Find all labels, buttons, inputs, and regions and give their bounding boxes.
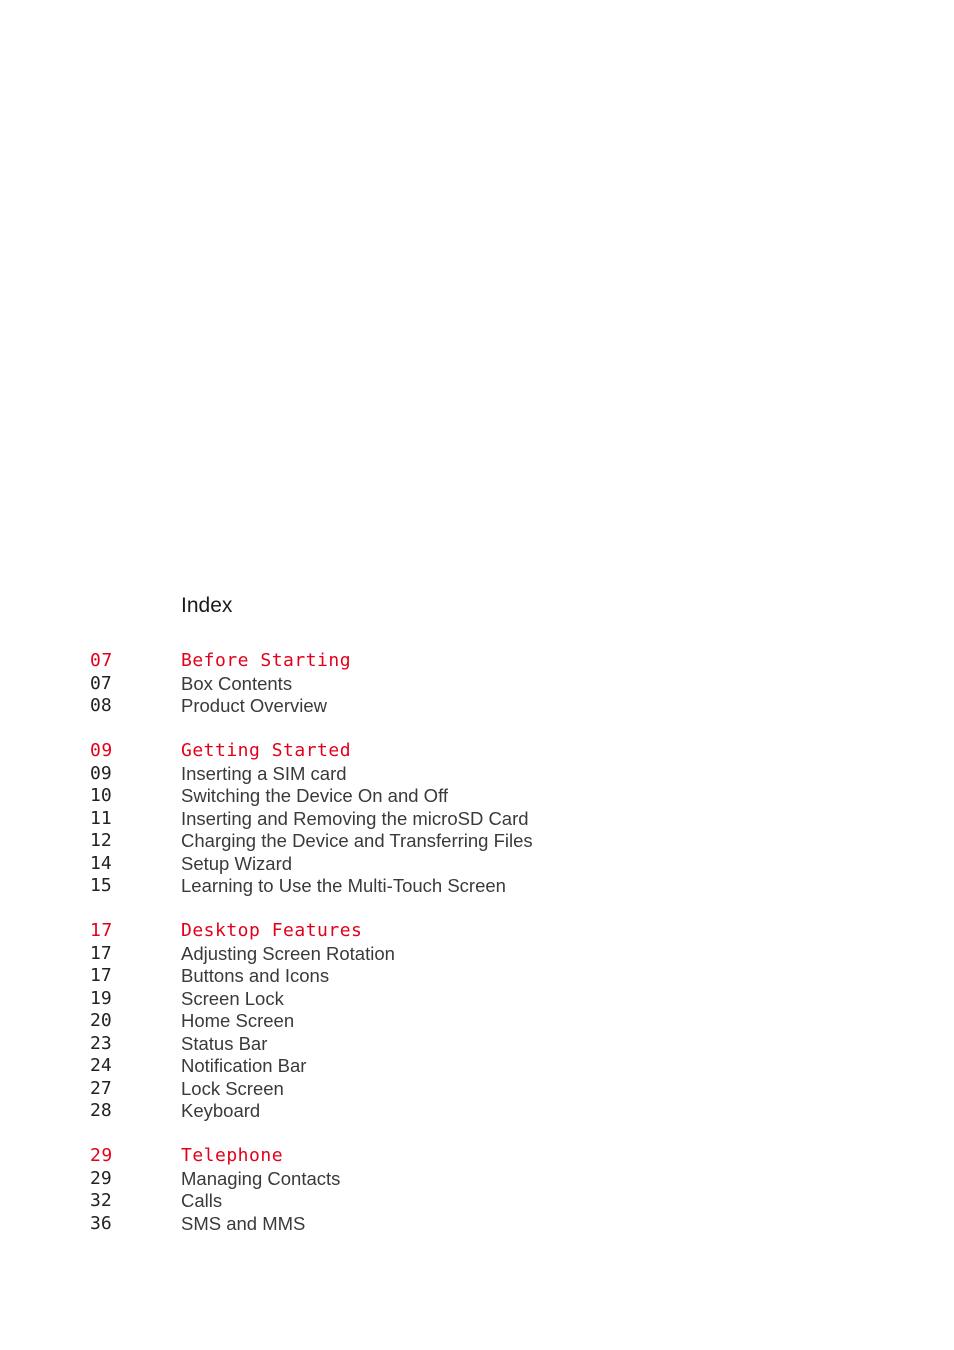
entry-label: Box Contents <box>181 672 293 694</box>
entry-label: Charging the Device and Transferring Files <box>181 830 533 851</box>
section-page-number: 29 <box>90 1145 113 1166</box>
entry-label: Calls <box>181 1190 223 1211</box>
entry-page-number: 15 <box>90 875 112 896</box>
entry-page-number: 32 <box>90 1190 112 1211</box>
toc-section-before-starting <box>90 650 790 718</box>
toc-entry[interactable] <box>90 763 790 786</box>
toc-entry[interactable] <box>90 695 790 718</box>
toc-entry[interactable] <box>90 830 790 853</box>
toc-entry[interactable] <box>90 1190 790 1213</box>
section-heading-label: Before Starting <box>181 650 352 671</box>
entry-label: SMS and MMS <box>181 1212 306 1234</box>
section-heading-label: Desktop Features <box>181 920 363 941</box>
entry-page-number: 17 <box>90 965 112 986</box>
entry-label: Learning to Use the Multi-Touch Screen <box>181 875 506 896</box>
entry-page-number: 20 <box>90 1010 112 1031</box>
entry-label: Notification Bar <box>181 1055 307 1076</box>
entry-label: Status Bar <box>181 1032 268 1054</box>
entry-page-number: 11 <box>90 807 112 829</box>
toc-entry[interactable] <box>90 808 790 831</box>
entry-page-number: 14 <box>90 852 112 874</box>
toc-entry[interactable] <box>90 1010 790 1033</box>
entry-label: Inserting a SIM card <box>181 762 347 784</box>
entry-page-number: 19 <box>90 987 112 1009</box>
entry-label: Product Overview <box>181 695 327 716</box>
entry-page-number: 08 <box>90 695 112 716</box>
entry-label: Adjusting Screen Rotation <box>181 942 395 964</box>
toc-entry[interactable] <box>90 785 790 808</box>
toc-entry[interactable] <box>90 965 790 988</box>
entry-label: Screen Lock <box>181 987 284 1009</box>
entry-page-number: 09 <box>90 762 112 784</box>
entry-label: Managing Contacts <box>181 1167 341 1189</box>
toc-section-heading[interactable] <box>90 650 790 673</box>
section-page-number: 07 <box>90 650 113 671</box>
entry-label: Switching the Device On and Off <box>181 785 449 806</box>
entry-label: Setup Wizard <box>181 852 293 874</box>
toc-entry[interactable] <box>90 673 790 696</box>
toc-section-heading[interactable] <box>90 920 790 943</box>
entry-page-number: 24 <box>90 1055 112 1076</box>
entry-page-number: 10 <box>90 785 112 806</box>
entry-label: Lock Screen <box>181 1077 284 1099</box>
entry-page-number: 12 <box>90 830 112 851</box>
toc-section-heading[interactable] <box>90 740 790 763</box>
section-page-number: 09 <box>90 740 113 761</box>
table-of-contents <box>90 650 790 1258</box>
toc-entry[interactable] <box>90 853 790 876</box>
toc-entry[interactable] <box>90 1168 790 1191</box>
toc-entry[interactable] <box>90 1213 790 1236</box>
entry-label: Home Screen <box>181 1010 295 1031</box>
entry-page-number: 28 <box>90 1100 112 1121</box>
section-heading-label: Getting Started <box>181 740 352 761</box>
entry-page-number: 17 <box>90 942 112 964</box>
entry-page-number: 23 <box>90 1032 112 1054</box>
entry-page-number: 27 <box>90 1077 112 1099</box>
entry-label: Buttons and Icons <box>181 965 330 986</box>
section-page-number: 17 <box>90 920 113 941</box>
toc-section-getting-started <box>90 740 790 898</box>
toc-entry[interactable] <box>90 875 790 898</box>
toc-entry[interactable] <box>90 1033 790 1056</box>
toc-section-heading[interactable] <box>90 1145 790 1168</box>
entry-page-number: 29 <box>90 1167 112 1189</box>
toc-section-desktop-features <box>90 920 790 1123</box>
entry-page-number: 07 <box>90 672 112 694</box>
entry-label: Keyboard <box>181 1100 261 1121</box>
page-title: Index <box>181 594 233 617</box>
toc-entry[interactable] <box>90 1100 790 1123</box>
toc-entry[interactable] <box>90 1055 790 1078</box>
section-heading-label: Telephone <box>181 1145 284 1166</box>
toc-entry[interactable] <box>90 1078 790 1101</box>
entry-page-number: 36 <box>90 1212 112 1234</box>
toc-entry[interactable] <box>90 943 790 966</box>
entry-label: Inserting and Removing the microSD Card <box>181 807 529 829</box>
toc-entry[interactable] <box>90 988 790 1011</box>
toc-section-telephone <box>90 1145 790 1235</box>
